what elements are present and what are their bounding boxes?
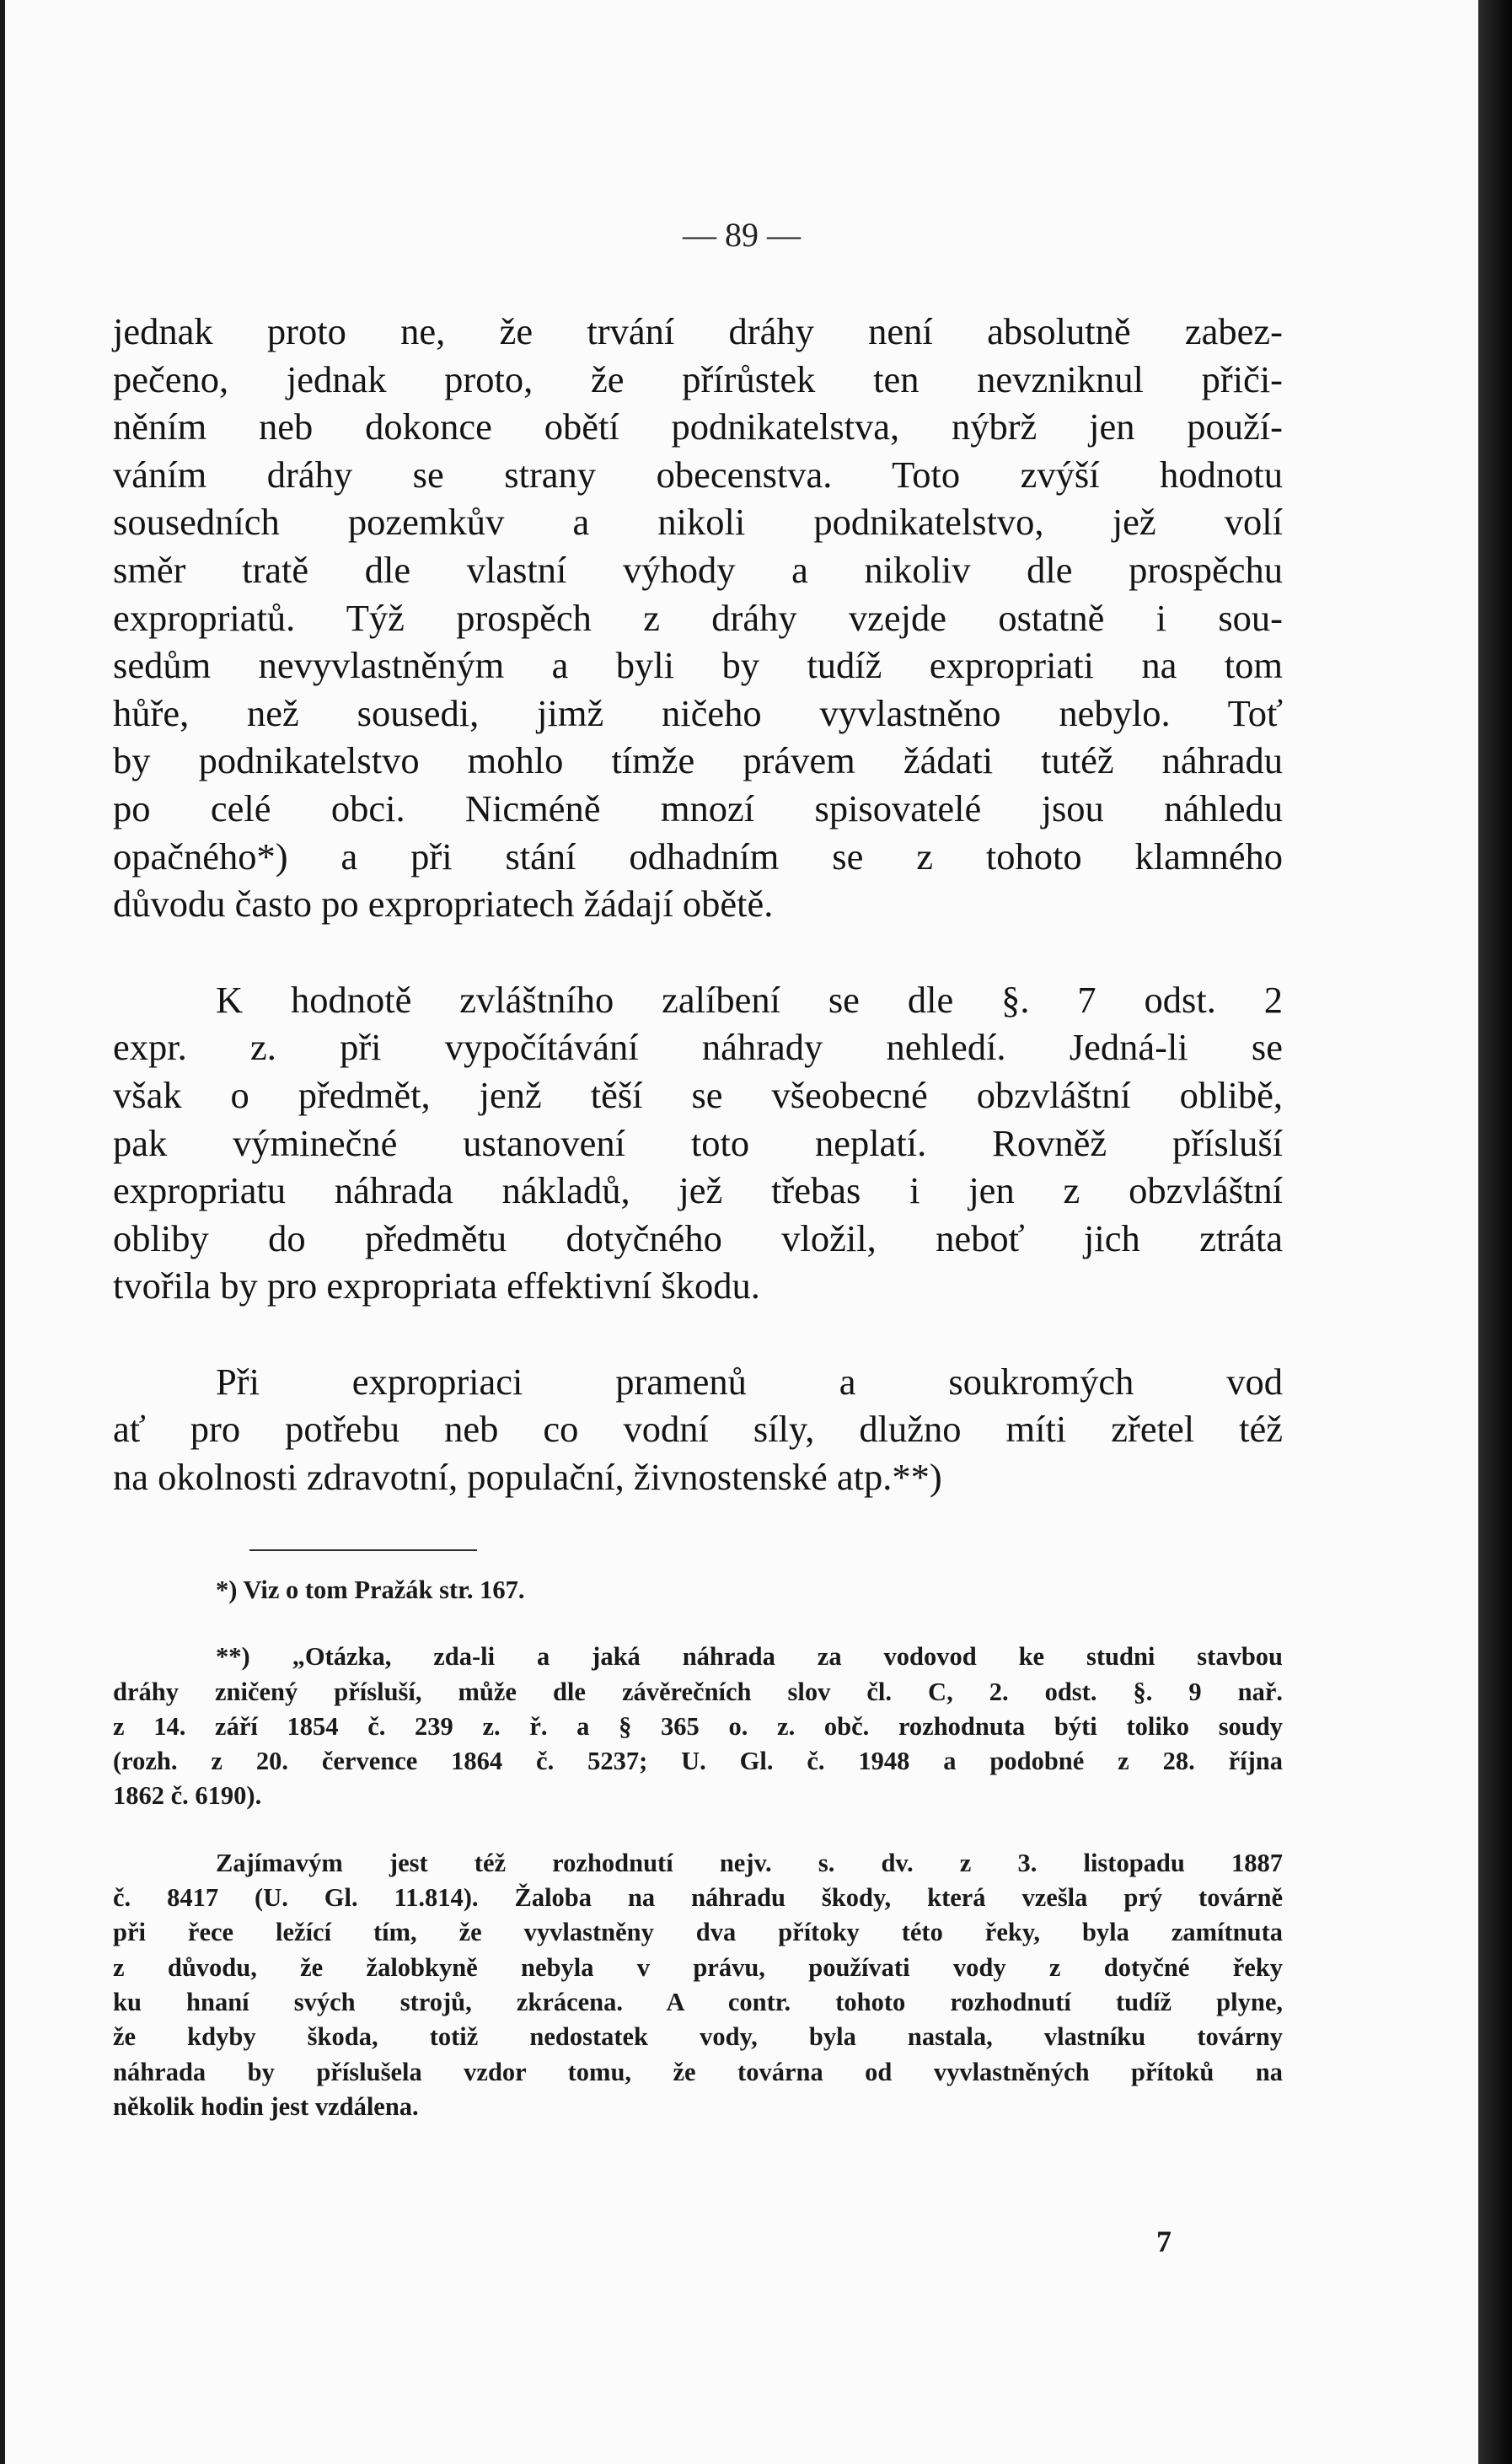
footnote-1: *) Viz o tom Pražák str. 167.	[216, 1576, 525, 1604]
printer-signature-mark: 7	[1156, 2225, 1172, 2258]
text-line: by podnikatelstvo mohlo tímže právem žádati tutéž náhradu	[113, 739, 1283, 782]
book-page	[5, 0, 1478, 2464]
text-line: expr. z. při vypočítávání náhrady nehledí. Jedná-li se	[113, 1026, 1283, 1069]
text-line: sousedních pozemkův a nikoli podnikatelstvo, jež volí	[113, 501, 1283, 544]
footnote-divider	[249, 1549, 477, 1551]
text-line: však o předmět, jenž těší se všeobecné obzvláštní oblibě,	[113, 1073, 1283, 1116]
footnote-line: náhrada by příslušela vzdor tomu, že továrna od vyvlastněných přítoků na	[113, 2057, 1283, 2086]
paragraph-1	[113, 308, 1283, 928]
page-number: — 89 —	[683, 216, 801, 254]
text-line: na okolnosti zdravotní, populační, živnostenské atp.**)	[113, 1456, 942, 1499]
text-line: po celé obci. Nicméně mnozí spisovatelé jsou náhledu	[113, 786, 1283, 829]
text-line: ať pro potřebu neb co vodní síly, dlužno míti zřetel též	[113, 1408, 1283, 1451]
footnote-3	[113, 1846, 1283, 2124]
text-line: Při expropriaci pramenů a soukromých vod	[216, 1360, 1283, 1403]
paragraph-3	[113, 1358, 1283, 1501]
text-line: obliby do předmětu dotyčného vložil, neboť jich ztráta	[113, 1216, 1283, 1259]
text-line: tvořila by pro expropriata effektivní škodu.	[113, 1264, 760, 1307]
text-line: něním neb dokonce obětí podnikatelstva, nýbrž jen použí-	[113, 405, 1283, 448]
footnote-line: č. 8417 (U. Gl. 11.814). Žaloba na náhradu škody, která vzešla prý továrně	[113, 1883, 1283, 1913]
text-line: hůře, než sousedi, jimž ničeho vyvlastněno nebylo. Toť	[113, 691, 1283, 734]
text-line: expropriatů. Týž prospěch z dráhy vzejde ostatně i sou-	[113, 596, 1283, 639]
footnote-line: dráhy zničený přísluší, může dle závěrečních slov čl. C, 2. odst. §. 9 nař.	[113, 1677, 1283, 1706]
footnotes	[113, 1573, 1283, 2124]
footnote-2	[113, 1640, 1283, 1813]
text-line: pak výminečné ustanovení toto neplatí. Rovněž přísluší	[113, 1121, 1283, 1164]
text-line: důvodu často po expropriatech žádají obětě.	[113, 883, 774, 926]
footnote-line: několik hodin jest vzdálena.	[113, 2091, 419, 2121]
footnote-line: ku hnaní svých strojů, zkrácena. A contr. tohoto rozhodnutí tudíž plyne,	[113, 1987, 1283, 2016]
scan-border-right	[1478, 0, 1512, 2464]
main-text	[113, 308, 1283, 1501]
text-line: opačného*) a při stání odhadním se z tohoto klamného	[113, 835, 1283, 878]
footnote-line: z 14. září 1854 č. 239 z. ř. a § 365 o. z. obč. rozhodnuta býti toliko soudy	[113, 1711, 1283, 1741]
footnote-line: (rozh. z 20. července 1864 č. 5237; U. Gl. č. 1948 a podobné z 28. října	[113, 1747, 1283, 1776]
footnote-line: **) „Otázka, zda-li a jaká náhrada za vodovod ke studni stavbou	[216, 1642, 1283, 1672]
footnote-line: že kdyby škoda, totiž nedostatek vody, byla nastala, vlastníku továrny	[113, 2022, 1283, 2052]
text-line: K hodnotě zvláštního zalíbení se dle §. 7 odst. 2	[216, 978, 1283, 1021]
footnote-line: z důvodu, že žalobkyně nebyla v právu, používati vody z dotyčné řeky	[113, 1952, 1283, 1982]
text-line: směr tratě dle vlastní výhody a nikoliv dle prospěchu	[113, 548, 1283, 591]
text-line: pečeno, jednak proto, že přírůstek ten nevzniknul přiči-	[113, 357, 1283, 400]
footnote-line: při řece ležící tím, že vyvlastněny dva přítoky této řeky, byla zamítnuta	[113, 1918, 1283, 1947]
text-line: sedům nevyvlastněným a byli by tudíž expropriati na tom	[113, 644, 1283, 687]
paragraph-2	[113, 976, 1283, 1310]
text-line: jednak proto ne, že trvání dráhy není absolutně zabez-	[113, 310, 1283, 352]
footnote-line: Zajímavým jest též rozhodnutí nejv. s. dv. z 3. listopadu 1887	[216, 1848, 1283, 1877]
text-line: expropriatu náhrada nákladů, jež třebas i jen z obzvláštní	[113, 1169, 1283, 1212]
text-line: váním dráhy se strany obecenstva. Toto zvýší hodnotu	[113, 453, 1283, 496]
footnote-line: 1862 č. 6190).	[113, 1781, 262, 1811]
